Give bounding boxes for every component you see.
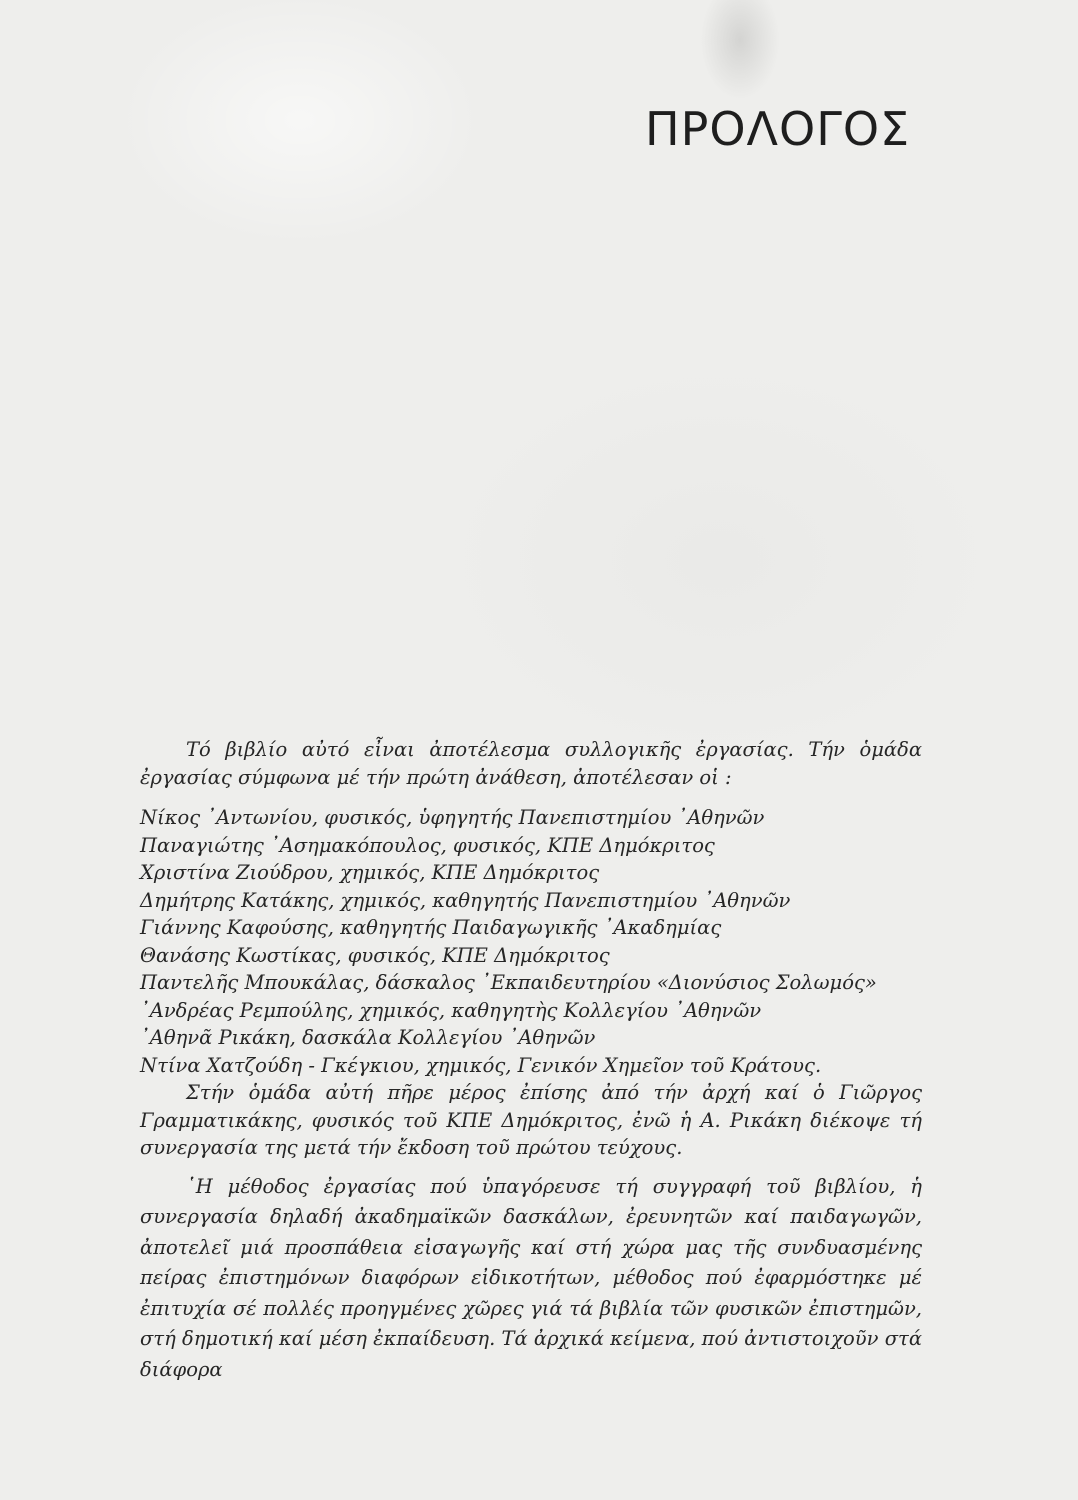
team-member: Χριστίνα Ζιούδρου, χημικός, ΚΠΕ Δημόκριτος [140, 861, 600, 884]
page-title: ΠΡΟΛΟΓΟΣ [645, 102, 911, 156]
team-member: Παναγιώτης ᾿Ασημακόπουλος, φυσικός, ΚΠΕ Δημόκριτος [140, 833, 715, 857]
third-paragraph: ῾Η μέθοδος ἐργασίας πού ὑπαγόρευσε τή συγγραφή τοῦ βιβλίου, ἡ συνεργασία δηλαδή ἀκαδημαϊκῶν δασκάλων, ἐρευνητῶν καί παιδαγωγῶν, ἀποτελεῖ μιά προσπάθεια εἰσαγωγῆς καί στή χώρα μας τῆς συνδυασμένης πείρας ἐπιστημόνων διαφόρων εἰδικοτήτων, μέθοδος πού ἐφαρμόστηκε μέ ἐπιτυχία σέ πολλές προηγμένες χῶρες γιά τά βιβλία τῶν φυσικῶν ἐπιστημῶν, στή δημοτική καί μέση ἐκπαίδευση. Τά ἀρχικά κείμενα, πού ἀντιστοιχοῦν στά διάφορα [140, 1174, 922, 1381]
team-list [140, 804, 922, 1079]
second-paragraph: Στήν ὁμάδα αὐτή πῆρε μέρος ἐπίσης ἀπό τήν ἀρχή καί ὁ Γιῶργος Γραμματικάκης, φυσικός τοῦ ΚΠΕ Δημόκριτος, ἐνῶ ἡ Α. Ρικάκη διέκοψε τή συνεργασία της μετά τήν ἔκδοση τοῦ πρώτου τεύχους. [140, 1081, 922, 1159]
team-member: Θανάσης Κωστίκας, φυσικός, ΚΠΕ Δημόκριτος [140, 943, 610, 967]
preface-body [140, 736, 922, 1385]
paper-stain [700, 0, 780, 100]
team-member: Δημήτρης Κατάκης, χημικός, καθηγητής Πανεπιστημίου ᾿Αθηνῶν [140, 888, 791, 912]
intro-paragraph: Τό βιβλίο αὐτό εἶναι ἀποτέλεσμα συλλογικῆς ἐργασίας. Τήν ὁμάδα ἐργασίας σύμφωνα μέ τήν πρώτη ἀνάθεση, ἀποτέλεσαν οἱ : [140, 738, 922, 789]
team-member: ᾿Ανδρέας Ρεμπούλης, χημικός, καθηγητὴς Κολλεγίου ᾿Αθηνῶν [140, 998, 762, 1022]
team-member: ᾿Αθηνᾶ Ρικάκη, δασκάλα Κολλεγίου ᾿Αθηνῶν [140, 1026, 596, 1049]
team-member: Γιάννης Καφούσης, καθηγητής Παιδαγωγικῆς ᾿Ακαδημίας [140, 916, 722, 939]
team-member: Ντίνα Χατζούδη - Γκέγκιου, χημικός, Γενικόν Χημεῖον τοῦ Κράτους. [140, 1053, 822, 1077]
team-member: Νίκος ᾿Αντωνίου, φυσικός, ὑφηγητής Πανεπιστημίου ᾿Αθηνῶν [140, 806, 765, 829]
team-member: Παντελῆς Μπουκάλας, δάσκαλος ᾿Εκπαιδευτηρίου «Διονύσιος Σολωμός» [140, 971, 877, 994]
